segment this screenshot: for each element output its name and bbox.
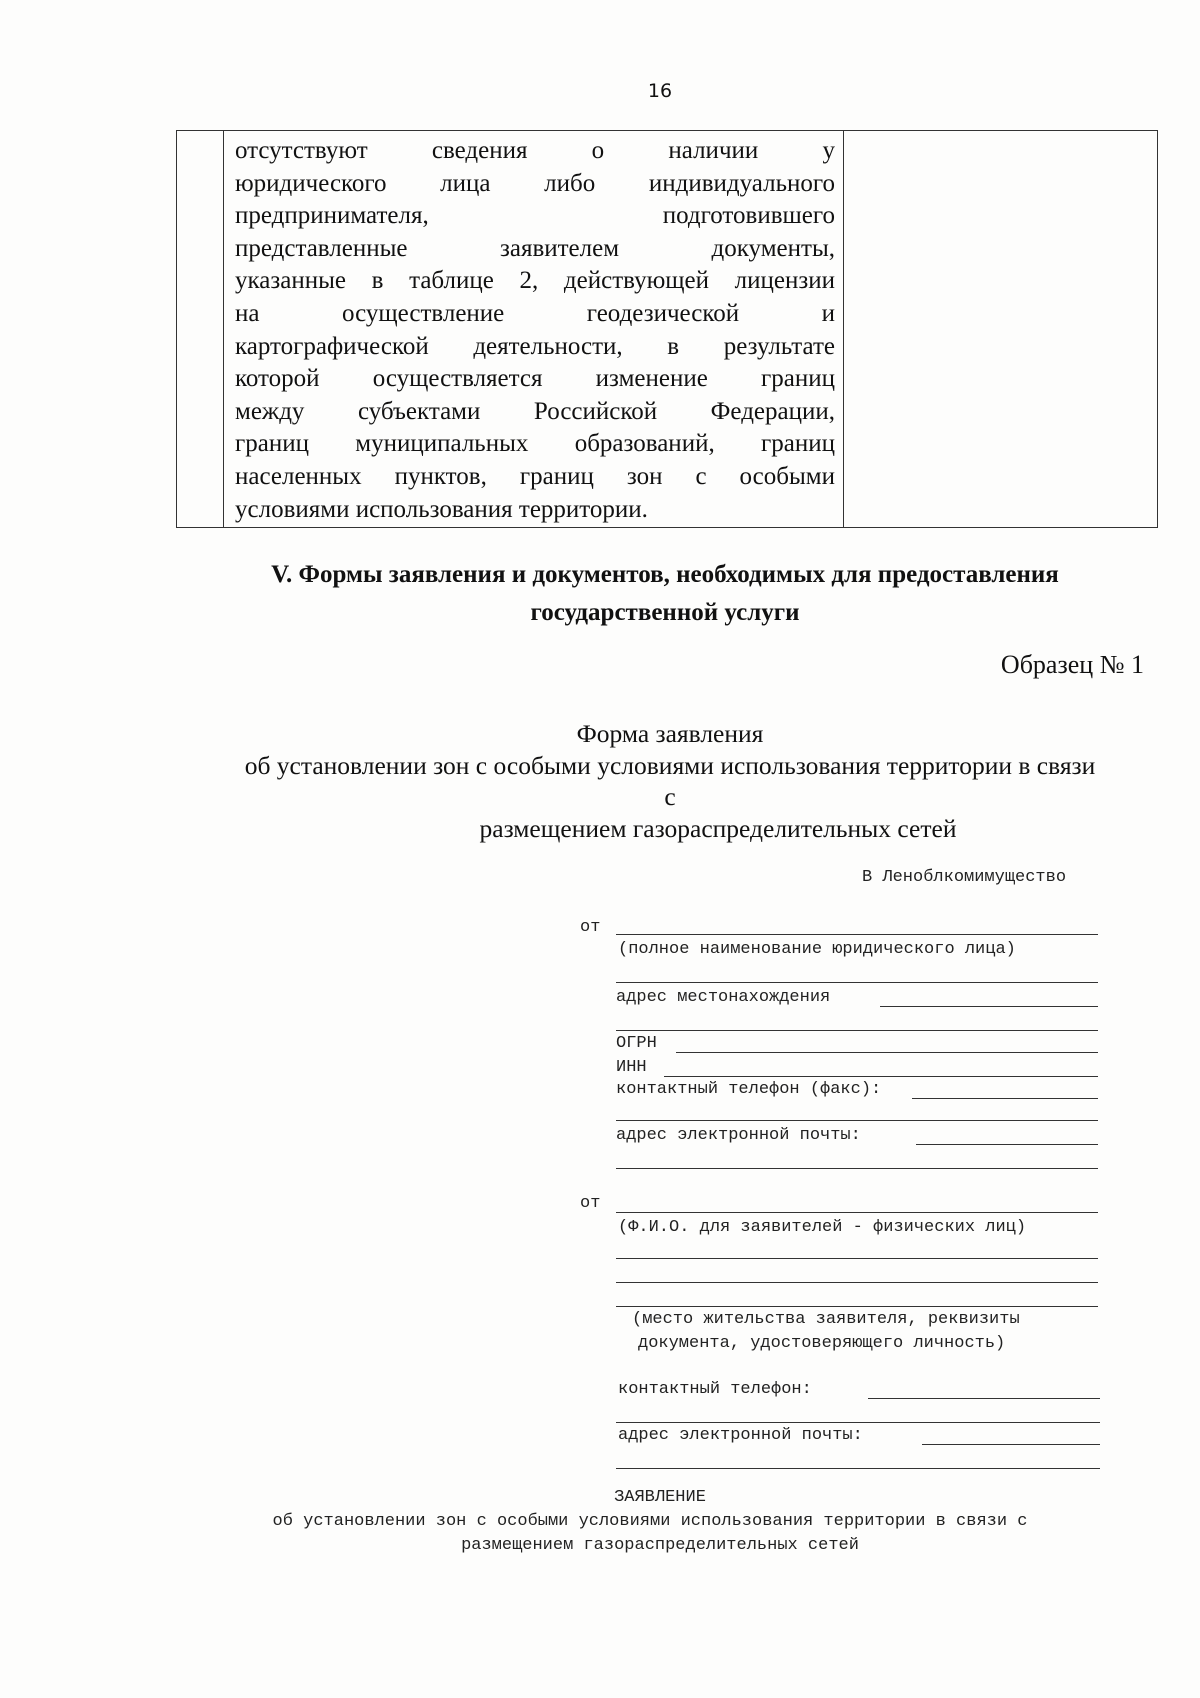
legal-address-field[interactable] bbox=[880, 1006, 1098, 1007]
residence-caption-line: документа, удостоверяющего личность) bbox=[638, 1334, 1006, 1353]
section-title bbox=[200, 556, 1130, 632]
legal-address-field-2[interactable] bbox=[616, 1030, 1098, 1031]
table-cell-line: предпринимателя, подготовившего bbox=[235, 202, 835, 230]
section-title-line: государственной услуги bbox=[530, 599, 800, 626]
individual-name-caption: (Ф.И.О. для заявителей - физических лиц) bbox=[618, 1218, 1027, 1237]
table-cell-line: между субъектами Российской Федерации, bbox=[235, 397, 835, 425]
form-title bbox=[180, 718, 1160, 844]
legal-name-caption: (полное наименование юридического лица) bbox=[618, 940, 1016, 959]
statement-subtitle-line: об установлении зон с особыми условиями использования территории в связи с bbox=[272, 1512, 1028, 1531]
table-cell-line: представленные заявителем документы, bbox=[235, 234, 835, 262]
table-cell-line: картографической деятельности, в результате bbox=[235, 332, 835, 360]
table-cell-line: на осуществление геодезической и bbox=[235, 299, 835, 327]
legal-address-label: адрес местонахождения bbox=[616, 988, 831, 1007]
table-cell-line: границ муниципальных образований, границ bbox=[235, 430, 835, 458]
legal-phone-field-2[interactable] bbox=[616, 1120, 1098, 1121]
residence-field-3[interactable] bbox=[616, 1306, 1098, 1307]
sample-label: Образец № 1 bbox=[1000, 650, 1144, 679]
statement-subtitle-line: размещением газораспределительных сетей bbox=[461, 1536, 859, 1555]
individual-email-label: адрес электронной почты: bbox=[618, 1426, 863, 1445]
individual-email-field[interactable] bbox=[922, 1444, 1100, 1445]
inn-field[interactable] bbox=[664, 1076, 1098, 1077]
table-cell-line: населенных пунктов, границ зон с особыми bbox=[235, 462, 835, 490]
requirements-table bbox=[176, 130, 1158, 528]
ogrn-label: ОГРН bbox=[616, 1034, 657, 1053]
residence-caption-line: (место жительства заявителя, реквизиты bbox=[632, 1310, 1020, 1329]
table-divider-right bbox=[843, 131, 844, 527]
inn-label: ИНН bbox=[616, 1058, 647, 1077]
table-cell-text bbox=[235, 135, 835, 526]
section-title-line: V. Формы заявления и документов, необходимых для предоставления bbox=[271, 561, 1059, 588]
individual-phone-label: контактный телефон: bbox=[618, 1380, 812, 1399]
legal-phone-field[interactable] bbox=[912, 1098, 1098, 1099]
table-cell-line: условиями использования территории. bbox=[235, 495, 648, 523]
statement-heading: ЗАЯВЛЕНИЕ bbox=[614, 1488, 706, 1507]
page-number: 16 bbox=[647, 80, 673, 102]
table-cell-line: юридического лица либо индивидуального bbox=[235, 169, 835, 197]
addressee: В Леноблкомимущество bbox=[862, 868, 1067, 887]
table-divider-left bbox=[223, 131, 224, 527]
individual-name-field[interactable] bbox=[616, 1212, 1098, 1213]
table-cell-line: указанные в таблице 2, действующей лицензии bbox=[235, 267, 835, 295]
residence-field-1[interactable] bbox=[616, 1258, 1098, 1259]
residence-field-2[interactable] bbox=[616, 1282, 1098, 1283]
individual-phone-field-2[interactable] bbox=[616, 1422, 1100, 1423]
form-title-line: размещением газораспределительных сетей bbox=[479, 813, 957, 843]
individual-from-label: от bbox=[580, 1194, 601, 1213]
form-title-line: об установлении зон с особыми условиями использования территории в связи bbox=[244, 750, 1096, 780]
ogrn-field[interactable] bbox=[676, 1052, 1098, 1053]
legal-phone-label: контактный телефон (факс): bbox=[616, 1080, 882, 1099]
table-cell-line: которой осуществляется изменение границ bbox=[235, 365, 835, 393]
form-title-line: Форма заявления bbox=[576, 719, 764, 748]
table-cell-line: отсутствуют сведения о наличии у bbox=[235, 137, 835, 164]
legal-name-field-2[interactable] bbox=[616, 982, 1098, 983]
legal-email-field[interactable] bbox=[916, 1144, 1098, 1145]
legal-name-field[interactable] bbox=[616, 934, 1098, 935]
individual-phone-field[interactable] bbox=[868, 1398, 1100, 1399]
individual-email-field-2[interactable] bbox=[616, 1468, 1100, 1469]
legal-email-label: адрес электронной почты: bbox=[616, 1126, 861, 1145]
legal-from-label: от bbox=[580, 918, 601, 937]
form-title-line: с bbox=[664, 782, 676, 811]
legal-email-field-2[interactable] bbox=[616, 1168, 1098, 1169]
